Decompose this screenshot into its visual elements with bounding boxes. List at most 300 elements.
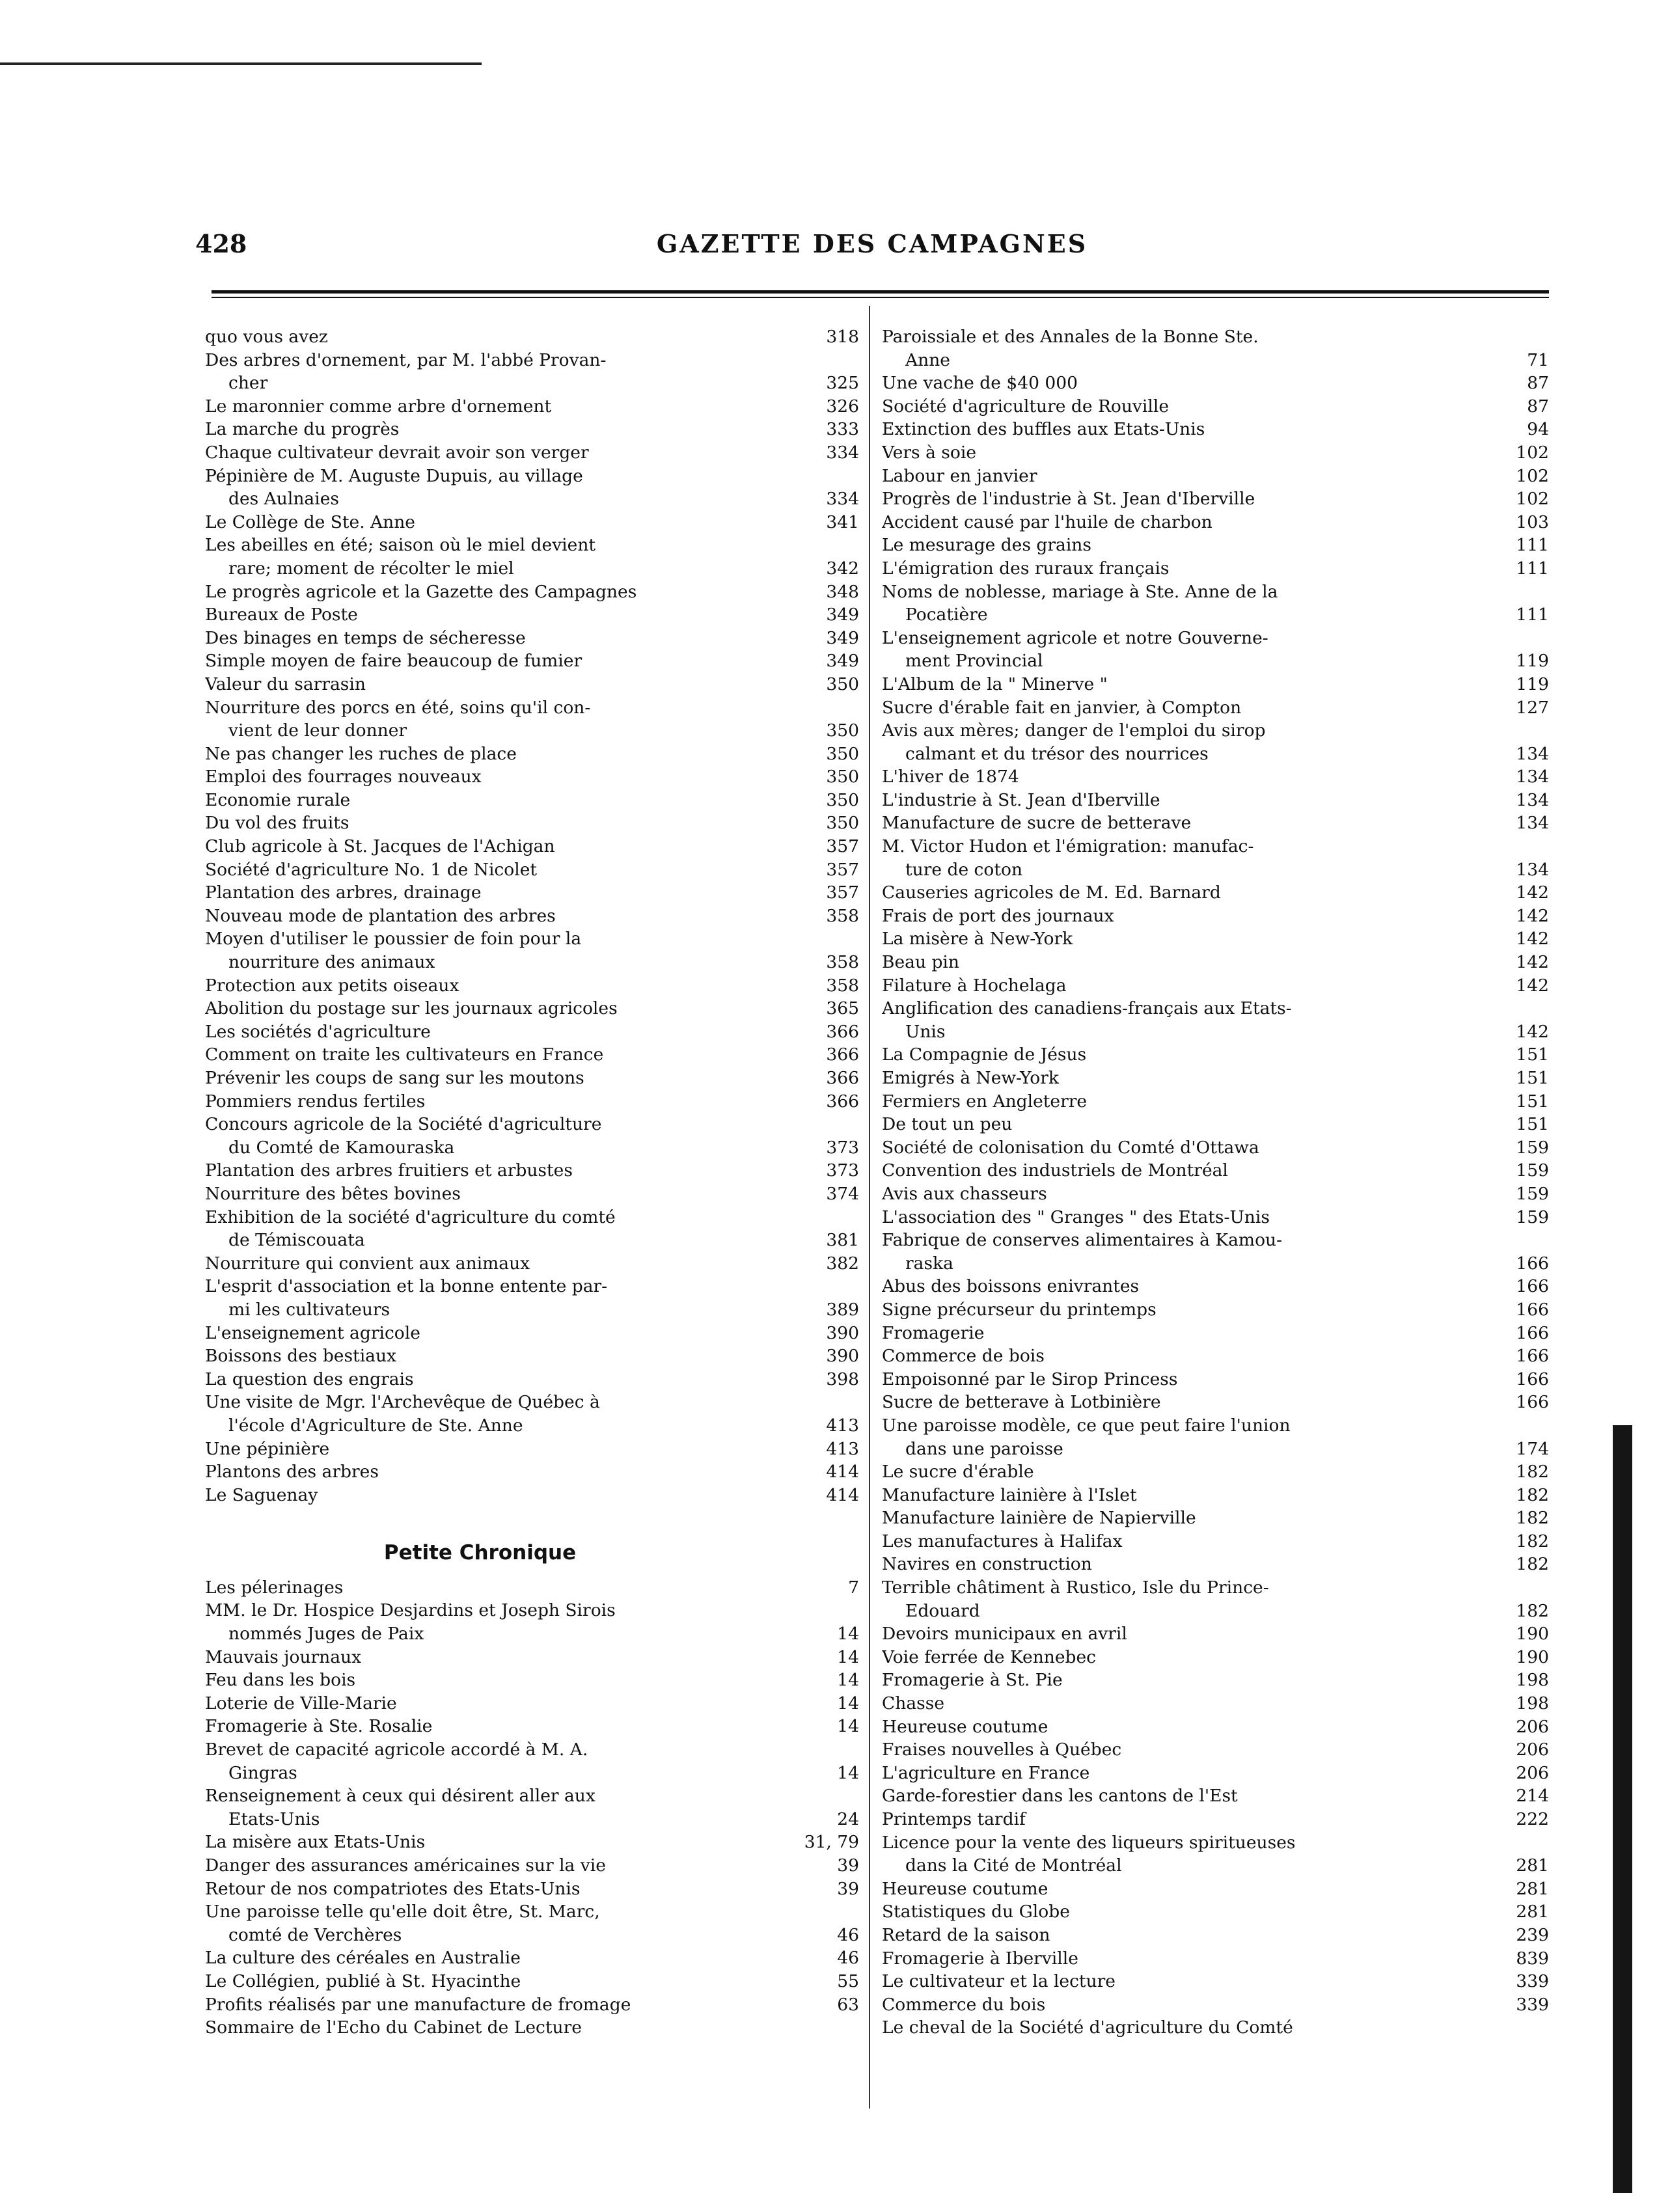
entry-title: La question des engrais [205, 1369, 414, 1389]
entry-title: Le mesurage des grains [882, 535, 1091, 556]
entry-title: Plantation des arbres fruitiers et arbustes [205, 1160, 573, 1181]
entry-title: Le cheval de la Société d'agriculture du Comté [882, 2017, 1293, 2038]
index-entry [205, 603, 859, 627]
entry-title: Statistiques du Globe [882, 1902, 1070, 1922]
entry-title: Loterie de Ville-Marie [205, 1693, 397, 1714]
entry-title: Renseignement à ceux qui désirent aller aux [205, 1786, 596, 1807]
column-divider [869, 306, 870, 2109]
entry-title: Retour de nos compatriotes des Etats-Unis [205, 1878, 581, 1899]
index-entry [882, 1900, 1549, 1924]
index-entry [205, 927, 859, 951]
entry-title: Nouveau mode de plantation des arbres [205, 905, 556, 926]
section-title: Petite Chronique [383, 1540, 577, 1564]
entry-title: Economie rurale [205, 789, 351, 810]
entry-page-number: 366 [826, 1068, 859, 1088]
entry-title: Anglification des canadiens-français aux Etats- [882, 998, 1292, 1019]
entry-page-number: 31, 79 [804, 1832, 859, 1853]
entry-title: Pommiers rendus fertiles [205, 1091, 426, 1112]
index-entry [205, 974, 859, 998]
entry-title: Feu dans les bois [205, 1670, 356, 1691]
index-entry [882, 1924, 1549, 1947]
entry-title: L'esprit d'association et la bonne entente par- [205, 1276, 608, 1297]
entry-page-number: 839 [1516, 1948, 1549, 1969]
entry-title: Du vol des fruits [205, 813, 349, 834]
entry-title: vient de leur donner [228, 720, 407, 741]
entry-page-number: 14 [837, 1693, 859, 1714]
index-entry [882, 974, 1549, 998]
index-entry [882, 1738, 1549, 1762]
index-entry [205, 673, 859, 696]
entry-title: Simple moyen de faire beaucoup de fumier [205, 651, 582, 672]
entry-title: Manufacture lainière à l'Islet [882, 1484, 1137, 1505]
index-entry [205, 1182, 859, 1206]
entry-page-number: 182 [1516, 1554, 1549, 1575]
entry-title: Fromagerie [882, 1322, 985, 1343]
index-entry [205, 418, 859, 441]
index-entry [205, 1900, 859, 1924]
entry-title: La marche du progrès [205, 419, 400, 440]
index-entry [205, 580, 859, 604]
entry-title: Emploi des fourrages nouveaux [205, 767, 482, 787]
index-entry [882, 1159, 1549, 1182]
entry-page-number: 14 [837, 1646, 859, 1667]
page-header [195, 229, 1549, 262]
entry-page-number: 366 [826, 1045, 859, 1065]
index-entry [882, 1113, 1549, 1136]
index-entry [205, 905, 859, 928]
entry-page-number: 350 [826, 813, 859, 834]
index-entry [882, 372, 1549, 395]
entry-page-number: 102 [1516, 489, 1549, 510]
entry-page-number: 119 [1516, 651, 1549, 672]
entry-title: Société de colonisation du Comté d'Ottawa [882, 1137, 1259, 1158]
entry-title: Profits réalisés par une manufacture de fromage [205, 1994, 631, 2015]
entry-title: Danger des assurances américaines sur la vie [205, 1855, 606, 1876]
entry-title: Sucre de betterave à Lotbinière [882, 1392, 1161, 1413]
entry-title: Labour en janvier [882, 465, 1037, 486]
index-entry [882, 1553, 1549, 1576]
entry-page-number: 24 [837, 1809, 859, 1829]
index-entry [205, 1646, 859, 1669]
entry-page-number: 389 [826, 1299, 859, 1320]
entry-title: nommés Juges de Paix [228, 1624, 424, 1645]
index-entry [882, 1692, 1549, 1715]
entry-page-number: 63 [837, 1994, 859, 2015]
entry-page-number: 111 [1516, 535, 1549, 556]
index-entry [882, 1298, 1549, 1322]
running-title: GAZETTE DES CAMPAGNES [656, 229, 1088, 258]
entry-page-number: 350 [826, 743, 859, 764]
index-entry [205, 1715, 859, 1738]
entry-page-number: 39 [837, 1878, 859, 1899]
entry-title: L'Album de la " Minerve " [882, 674, 1108, 694]
entry-title: Beau pin [882, 952, 959, 973]
index-entry [882, 1993, 1549, 2017]
entry-title: l'école d'Agriculture de Ste. Anne [228, 1415, 523, 1436]
page-number: 428 [195, 229, 247, 258]
index-entry [882, 441, 1549, 465]
entry-title: MM. le Dr. Hospice Desjardins et Joseph Sirois [205, 1600, 616, 1621]
index-entry [205, 1993, 859, 2017]
entry-page-number: 382 [826, 1253, 859, 1274]
entry-title: L'enseignement agricole et notre Gouverne- [882, 627, 1268, 648]
entry-page-number: 127 [1516, 697, 1549, 718]
entry-page-number: 166 [1516, 1322, 1549, 1343]
entry-title: raska [905, 1253, 953, 1274]
entry-title: Fermiers en Angleterre [882, 1091, 1088, 1112]
index-entry [882, 951, 1549, 974]
entry-title: Le Saguenay [205, 1484, 318, 1505]
index-entry [882, 927, 1549, 951]
entry-title: cher [228, 373, 268, 394]
entry-title: Le cultivateur et la lecture [882, 1971, 1116, 1992]
entry-page-number: 166 [1516, 1346, 1549, 1367]
left-column [205, 325, 859, 2135]
index-entry [882, 1206, 1549, 1229]
entry-title: Etats-Unis [228, 1809, 320, 1829]
index-entry [205, 835, 859, 858]
entry-title: Une paroisse telle qu'elle doit être, St. Marc, [205, 1902, 600, 1922]
entry-title: Fromagerie à Iberville [882, 1948, 1078, 1969]
index-entry [205, 1438, 859, 1461]
entry-title: dans la Cité de Montréal [905, 1855, 1122, 1876]
entry-title: Fromagerie à Ste. Rosalie [205, 1716, 433, 1737]
entry-page-number: 39 [837, 1855, 859, 1876]
entry-title: Empoisonné par le Sirop Princess [882, 1369, 1178, 1389]
entry-title: Prévenir les coups de sang sur les moutons [205, 1068, 584, 1088]
index-entry [882, 1322, 1549, 1345]
entry-title: Heureuse coutume [882, 1716, 1048, 1737]
entry-page-number: 102 [1516, 442, 1549, 463]
entry-page-number: 166 [1516, 1253, 1549, 1274]
entry-page-number: 151 [1516, 1068, 1549, 1088]
index-entry [205, 1414, 859, 1438]
index-entry [882, 1136, 1549, 1160]
entry-title: Manufacture de sucre de betterave [882, 813, 1192, 834]
index-entry [882, 1622, 1549, 1646]
entry-page-number: 348 [826, 581, 859, 602]
entry-title: Valeur du sarrasin [205, 674, 366, 694]
index-entry [882, 1229, 1549, 1252]
index-entry [882, 1067, 1549, 1090]
index-entry [205, 1970, 859, 1993]
index-entry [205, 1622, 859, 1646]
entry-page-number: 142 [1516, 905, 1549, 926]
entry-title: Plantons des arbres [205, 1462, 379, 1482]
entry-page-number: 142 [1516, 882, 1549, 903]
index-entry [205, 1368, 859, 1391]
entry-page-number: 46 [837, 1924, 859, 1945]
index-entry [205, 441, 859, 465]
entry-page-number: 142 [1516, 1021, 1549, 1042]
index-entry [882, 1854, 1549, 1877]
entry-page-number: 134 [1516, 789, 1549, 810]
entry-page-number: 166 [1516, 1299, 1549, 1320]
entry-page-number: 334 [826, 442, 859, 463]
entry-title: L'émigration des ruraux français [882, 558, 1170, 579]
entry-page-number: 142 [1516, 975, 1549, 996]
entry-title: mi les cultivateurs [228, 1299, 390, 1320]
entry-title: Heureuse coutume [882, 1878, 1048, 1899]
index-entry [882, 1646, 1549, 1669]
index-entry [205, 1599, 859, 1622]
entry-page-number: 281 [1516, 1902, 1549, 1922]
entry-page-number: 159 [1516, 1207, 1549, 1227]
index-entry [205, 1808, 859, 1831]
index-entry [205, 2016, 859, 2040]
entry-title: nourriture des animaux [228, 952, 435, 973]
entry-page-number: 94 [1527, 419, 1549, 440]
entry-page-number: 342 [826, 558, 859, 579]
entry-title: La culture des céréales en Australie [205, 1948, 521, 1969]
entry-page-number: 350 [826, 767, 859, 787]
entry-title: Vers à soie [882, 442, 977, 463]
index-entry [882, 1391, 1549, 1414]
index-entry [882, 534, 1549, 557]
entry-title: Progrès de l'industrie à St. Jean d'Iberville [882, 489, 1255, 510]
entry-page-number: 142 [1516, 929, 1549, 949]
entry-title: Avis aux mères; danger de l'emploi du sirop [882, 720, 1266, 741]
entry-title: Une vache de $40 000 [882, 373, 1078, 394]
entry-title: Chaque cultivateur devrait avoir son verger [205, 442, 589, 463]
entry-title: ment Provincial [905, 651, 1043, 672]
entry-page-number: 190 [1516, 1624, 1549, 1645]
entry-title: Les pélerinages [205, 1577, 344, 1598]
entry-title: L'industrie à St. Jean d'Iberville [882, 789, 1160, 810]
index-entry [205, 1576, 859, 1600]
index-entry [205, 719, 859, 743]
entry-title: Retard de la saison [882, 1924, 1050, 1945]
entry-page-number: 334 [826, 489, 859, 510]
entry-title: Le maronnier comme arbre d'ornement [205, 396, 552, 416]
entry-title: Nourriture des porcs en été, soins qu'il con- [205, 697, 591, 718]
index-entry [205, 1484, 859, 1507]
entry-title: Mauvais journaux [205, 1646, 362, 1667]
entry-page-number: 159 [1516, 1183, 1549, 1204]
index-entry [205, 1460, 859, 1484]
entry-page-number: 166 [1516, 1276, 1549, 1297]
entry-page-number: 198 [1516, 1670, 1549, 1691]
entry-title: Bureaux de Poste [205, 605, 358, 625]
entry-page-number: 349 [826, 627, 859, 648]
entry-page-number: 151 [1516, 1045, 1549, 1065]
entry-title: Emigrés à New-York [882, 1068, 1059, 1088]
entry-title: Nourriture qui convient aux animaux [205, 1253, 530, 1274]
entry-title: L'hiver de 1874 [882, 767, 1019, 787]
index-entry [882, 1762, 1549, 1785]
index-entry [205, 1229, 859, 1252]
index-entry [882, 1715, 1549, 1739]
entry-page-number: 365 [826, 998, 859, 1019]
header-rule-thin [212, 297, 1549, 298]
index-entry [205, 765, 859, 789]
entry-title: Edouard [905, 1600, 980, 1621]
entry-title: Navires en construction [882, 1554, 1092, 1575]
index-entry [205, 1784, 859, 1808]
entry-title: des Aulnaies [228, 489, 339, 510]
entry-title: Frais de port des journaux [882, 905, 1114, 926]
index-entry [882, 1808, 1549, 1831]
index-entry [205, 812, 859, 835]
index-entry [882, 789, 1549, 812]
index-entry [882, 905, 1549, 928]
entry-title: Le Collégien, publié à St. Hyacinthe [205, 1971, 521, 1991]
index-entry [882, 765, 1549, 789]
index-entry [882, 1090, 1549, 1113]
index-entry [205, 1762, 859, 1785]
entry-page-number: 349 [826, 651, 859, 672]
index-entry [205, 465, 859, 488]
index-entry [205, 1252, 859, 1276]
index-entry [205, 1669, 859, 1692]
entry-page-number: 357 [826, 882, 859, 903]
entry-page-number: 339 [1516, 1971, 1549, 1992]
index-entry [882, 557, 1549, 580]
entry-page-number: 14 [837, 1762, 859, 1783]
entry-page-number: 239 [1516, 1924, 1549, 1945]
entry-title: Protection aux petits oiseaux [205, 975, 459, 996]
entry-title: Unis [905, 1021, 946, 1042]
entry-page-number: 7 [848, 1577, 859, 1598]
entry-title: Fabrique de conserves alimentaires à Kamou- [882, 1230, 1283, 1251]
entry-page-number: 159 [1516, 1137, 1549, 1158]
entry-page-number: 325 [826, 373, 859, 394]
index-entry [882, 743, 1549, 766]
entry-page-number: 182 [1516, 1600, 1549, 1621]
entry-page-number: 373 [826, 1137, 859, 1158]
entry-page-number: 281 [1516, 1855, 1549, 1876]
entry-title: Abus des boissons enivrantes [882, 1276, 1140, 1297]
entry-title: Devoirs municipaux en avril [882, 1624, 1127, 1645]
index-entry [205, 1020, 859, 1044]
index-entry [882, 881, 1549, 905]
entry-page-number: 214 [1516, 1786, 1549, 1807]
entry-page-number: 357 [826, 859, 859, 880]
index-entry [882, 649, 1549, 673]
index-entry [882, 1368, 1549, 1391]
entry-page-number: 14 [837, 1624, 859, 1645]
index-entry [882, 1182, 1549, 1206]
entry-title: Concours agricole de la Société d'agriculture [205, 1114, 602, 1135]
entry-title: Le sucre d'érable [882, 1462, 1034, 1482]
entry-page-number: 357 [826, 836, 859, 857]
entry-page-number: 326 [826, 396, 859, 416]
entry-page-number: 134 [1516, 859, 1549, 880]
entry-page-number: 350 [826, 720, 859, 741]
entry-page-number: 46 [837, 1948, 859, 1969]
entry-page-number: 374 [826, 1183, 859, 1204]
index-entry [882, 349, 1549, 372]
entry-title: Nourriture des bêtes bovines [205, 1183, 461, 1204]
entry-title: Accident causé par l'huile de charbon [882, 512, 1212, 532]
index-entry [882, 1345, 1549, 1368]
index-entry [882, 1507, 1549, 1530]
entry-page-number: 206 [1516, 1716, 1549, 1737]
entry-page-number: 87 [1527, 373, 1549, 394]
index-entry [882, 580, 1549, 604]
index-entry [205, 1298, 859, 1322]
entry-title: Boissons des bestiaux [205, 1346, 396, 1367]
index-entry [205, 534, 859, 557]
entry-page-number: 206 [1516, 1740, 1549, 1760]
index-entry [205, 696, 859, 720]
entry-title: Les manufactures à Halifax [882, 1531, 1123, 1551]
index-entry [882, 1970, 1549, 1993]
entry-title: quo vous avez [205, 327, 328, 347]
index-entry [882, 418, 1549, 441]
entry-title: La Compagnie de Jésus [882, 1045, 1087, 1065]
index-entry [205, 1738, 859, 1762]
index-entry [205, 1345, 859, 1368]
index-entry [882, 1784, 1549, 1808]
entry-page-number: 318 [826, 327, 859, 347]
entry-title: Club agricole à St. Jacques de l'Achigan [205, 836, 555, 857]
index-entry [205, 1067, 859, 1090]
entry-title: Exhibition de la société d'agriculture du comté [205, 1207, 616, 1227]
entry-title: Manufacture lainière de Napierville [882, 1508, 1196, 1529]
index-entry [882, 1414, 1549, 1438]
entry-page-number: 134 [1516, 743, 1549, 764]
entry-title: comté de Verchères [228, 1924, 402, 1945]
scan-margin-bar [1613, 1425, 1632, 2193]
entry-page-number: 71 [1527, 349, 1549, 370]
index-entry [205, 649, 859, 673]
entry-title: du Comté de Kamouraska [228, 1137, 455, 1158]
entry-page-number: 366 [826, 1021, 859, 1042]
entry-page-number: 413 [826, 1438, 859, 1459]
entry-title: Voie ferrée de Kennebec [882, 1646, 1096, 1667]
entry-title: Fraises nouvelles à Québec [882, 1740, 1122, 1760]
entry-title: Garde-forestier dans les cantons de l'Est [882, 1786, 1238, 1807]
index-entry [882, 627, 1549, 650]
entry-title: Le Collège de Ste. Anne [205, 512, 415, 532]
entry-title: Une visite de Mgr. l'Archevêque de Québec à [205, 1392, 600, 1413]
index-entry [882, 812, 1549, 835]
entry-title: Licence pour la vente des liqueurs spiritueuses [882, 1832, 1296, 1853]
entry-page-number: 151 [1516, 1091, 1549, 1112]
entry-title: Comment on traite les cultivateurs en France [205, 1045, 604, 1065]
index-entry [882, 696, 1549, 720]
index-entry [882, 511, 1549, 534]
index-entry [205, 1391, 859, 1414]
entry-page-number: 166 [1516, 1369, 1549, 1389]
entry-title: L'enseignement agricole [205, 1322, 420, 1343]
entry-page-number: 119 [1516, 674, 1549, 694]
entry-page-number: 350 [826, 789, 859, 810]
index-entry [205, 1275, 859, 1298]
entry-page-number: 134 [1516, 813, 1549, 834]
index-entry [205, 1854, 859, 1877]
entry-title: De tout un peu [882, 1114, 1013, 1135]
index-entry [882, 395, 1549, 418]
entry-page-number: 222 [1516, 1809, 1549, 1829]
entry-page-number: 198 [1516, 1693, 1549, 1714]
entry-title: Chasse [882, 1693, 945, 1714]
entry-title: Sucre d'érable fait en janvier, à Compton [882, 697, 1242, 718]
entry-title: Plantation des arbres, drainage [205, 882, 482, 903]
entry-title: Causeries agricoles de M. Ed. Barnard [882, 882, 1221, 903]
entry-page-number: 14 [837, 1670, 859, 1691]
entry-title: L'agriculture en France [882, 1762, 1090, 1783]
entry-page-number: 190 [1516, 1646, 1549, 1667]
entry-page-number: 281 [1516, 1878, 1549, 1899]
entry-page-number: 166 [1516, 1392, 1549, 1413]
entry-page-number: 206 [1516, 1762, 1549, 1783]
entry-title: Noms de noblesse, mariage à Ste. Anne de la [882, 581, 1278, 602]
index-entry [205, 951, 859, 974]
header-rule-thick [212, 290, 1549, 294]
index-entry [882, 2016, 1549, 2040]
